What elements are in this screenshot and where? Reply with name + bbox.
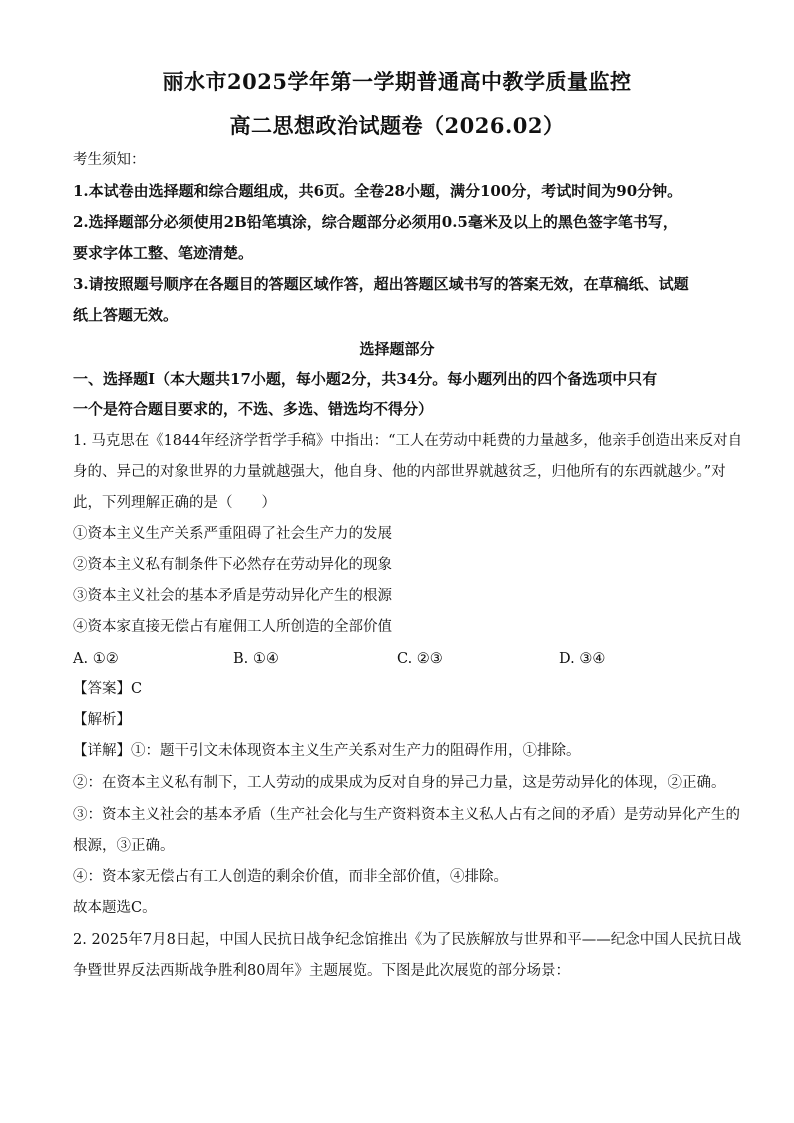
option-c: C. ②③ bbox=[397, 651, 443, 667]
notice-item-3: 3.请按照题号顺序在各题目的答题区域作答，超出答题区域书写的答案无效，在草稿纸、试题 bbox=[73, 275, 689, 293]
notice-item-2: 2.选择题部分必须使用2B铅笔填涂，综合题部分必须用0.5毫米及以上的黑色签字笔书写， bbox=[73, 213, 678, 231]
conclusion: 故本题选C。 bbox=[73, 900, 157, 916]
analysis-label: 【解析】 bbox=[73, 712, 131, 728]
part-instructions-cont: 一个是符合题目要求的，不选、多选、错选均不得分） bbox=[73, 400, 434, 418]
option-d: D. ③④ bbox=[559, 651, 606, 667]
question-1-item-1: ①资本主义生产关系严重阻碍了社会生产力的发展 bbox=[73, 526, 392, 542]
question-2-stem-cont: 争暨世界反法西斯战争胜利80周年》主题展览。下图是此次展览的部分场景： bbox=[73, 963, 570, 979]
answer-label: 【答案】C bbox=[73, 681, 143, 697]
part-instructions: 一、选择题Ⅰ（本大题共17小题，每小题2分，共34分。每小题列出的四个备选项中只有 bbox=[73, 370, 658, 388]
detail-3-cont: 根源，③正确。 bbox=[73, 838, 175, 854]
detail-1: 【详解】①：题干引文未体现资本主义生产关系对生产力的阻碍作用，①排除。 bbox=[73, 743, 581, 759]
question-1-item-4: ④资本家直接无偿占有雇佣工人所创造的全部价值 bbox=[73, 619, 392, 635]
question-2-stem: 2. 2025年7月8日起，中国人民抗日战争纪念馆推出《为了民族解放与世界和平——纪念中国人民抗日战 bbox=[73, 932, 742, 948]
option-b: B. ①④ bbox=[233, 651, 279, 667]
section-heading: 选择题部分 bbox=[359, 340, 435, 358]
exam-title: 丽水市2025学年第一学期普通高中教学质量监控 bbox=[162, 69, 632, 94]
notice-item-2-cont: 要求字体工整、笔迹清楚。 bbox=[73, 244, 254, 262]
question-1-item-2: ②资本主义私有制条件下必然存在劳动异化的现象 bbox=[73, 557, 392, 573]
exam-subtitle: 高二思想政治试题卷（2026.02） bbox=[229, 113, 565, 138]
detail-3: ③：资本主义社会的基本矛盾（生产社会化与生产资料资本主义私人占有之间的矛盾）是劳动异化产生的 bbox=[73, 807, 740, 823]
notice-item-3-cont: 纸上答题无效。 bbox=[73, 306, 179, 324]
notice-item-1: 1.本试卷由选择题和综合题组成，共6页。全卷28小题，满分100分，考试时间为90分钟。 bbox=[73, 182, 683, 200]
option-a: A. ①② bbox=[73, 651, 119, 667]
detail-2: ②：在资本主义私有制下，工人劳动的成果成为反对自身的异己力量，这是劳动异化的体现，②正确。 bbox=[73, 775, 726, 791]
notice-heading: 考生须知： bbox=[73, 152, 146, 168]
question-1-stem-cont: 身的、异己的对象世界的力量就越强大，他自身、他的内部世界就越贫乏，归他所有的东西就越少。”对 bbox=[73, 464, 726, 480]
question-1-stem-end: 此，下列理解正确的是（ ） bbox=[73, 495, 276, 511]
detail-4: ④：资本家无偿占有工人创造的剩余价值，而非全部价值，④排除。 bbox=[73, 869, 508, 885]
question-1-stem: 1. 马克思在《1844年经济学哲学手稿》中指出：“工人在劳动中耗费的力量越多，他亲手创造出来反对自 bbox=[73, 433, 743, 449]
question-1-item-3: ③资本主义社会的基本矛盾是劳动异化产生的根源 bbox=[73, 588, 392, 604]
